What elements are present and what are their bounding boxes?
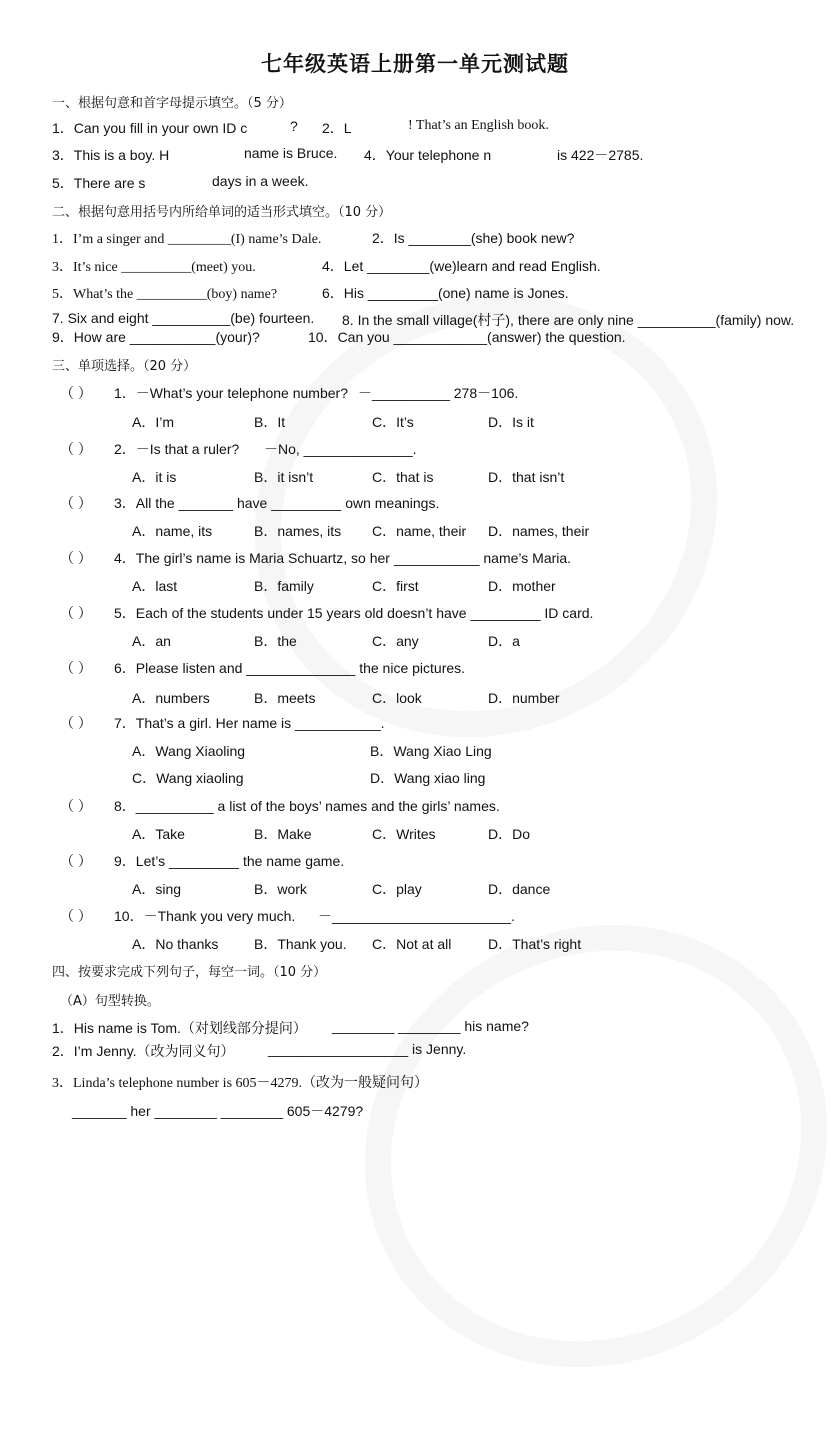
- option-b: B．Thank you.: [254, 936, 347, 952]
- s2-q10: 10．Can you ____________(answer) the question.: [308, 329, 626, 345]
- option-b: B．it isn’t: [254, 469, 314, 485]
- answer-paren: （ ）: [60, 798, 92, 814]
- option-b: B．Wang Xiao Ling: [370, 743, 492, 759]
- s2-q6: 6．His _________(one) name is Jones.: [322, 285, 569, 301]
- option-a: A．an: [132, 633, 171, 649]
- s2-q3: 3．It’s nice __________(meet) you.: [52, 260, 256, 275]
- option-d: D．a: [488, 633, 520, 649]
- answer-paren: （ ）: [60, 441, 92, 457]
- answer-paren: （ ）: [60, 495, 92, 511]
- option-c: C．Writes: [372, 826, 436, 842]
- s1-q5: 5．There are s: [52, 175, 146, 191]
- option-c: C．name, their: [372, 523, 467, 539]
- question-stem: 1．－What’s your telephone number?: [114, 385, 348, 401]
- option-d: D．number: [488, 690, 560, 706]
- question-stem: 9．Let’s _________ the name game.: [114, 853, 345, 869]
- answer-paren: （ ）: [60, 908, 92, 924]
- question-stem: 5．Each of the students under 15 years old doesn’t have _________ ID card.: [114, 605, 594, 621]
- answer-paren: （ ）: [60, 385, 92, 401]
- option-d: D．dance: [488, 881, 551, 897]
- option-c: C．any: [372, 633, 419, 649]
- option-b: B．family: [254, 578, 314, 594]
- s1-q3-end: name is Bruce.: [244, 145, 338, 161]
- section-2-heading: 二、根据句意用括号内所给单词的适当形式填空。（10 分）: [52, 205, 392, 220]
- option-b: B．the: [254, 633, 297, 649]
- s1-q1-end: ?: [290, 118, 298, 134]
- option-b: B．names, its: [254, 523, 342, 539]
- question-stem: 10．－Thank you very much.: [114, 908, 296, 924]
- option-a: A．last: [132, 578, 178, 594]
- s2-q1: 1．I’m a singer and _________(I) name’s Dale.: [52, 232, 322, 247]
- s2-q7: 7. Six and eight __________(be) fourteen.: [52, 310, 315, 326]
- answer-paren: （ ）: [60, 605, 92, 621]
- s4-q1: 1．His name is Tom.（对划线部分提问）: [52, 1020, 307, 1036]
- answer-paren: （ ）: [60, 715, 92, 731]
- section-4-heading: 四、按要求完成下列句子，每空一词。（10 分）: [52, 965, 327, 980]
- option-d: D．mother: [488, 578, 556, 594]
- s2-q9: 9．How are ___________(your)?: [52, 329, 260, 345]
- question-response: －__________ 278－106.: [358, 385, 519, 401]
- answer-paren: （ ）: [60, 660, 92, 676]
- option-a: A．sing: [132, 881, 182, 897]
- option-a: A．numbers: [132, 690, 210, 706]
- option-a: A．Take: [132, 826, 185, 842]
- option-c: C．It’s: [372, 414, 414, 430]
- option-d: D．That’s right: [488, 936, 582, 952]
- question-stem: 4．The girl’s name is Maria Schuartz, so her ___________ name’s Maria.: [114, 550, 572, 566]
- option-c: C．first: [372, 578, 419, 594]
- option-a: A．name, its: [132, 523, 213, 539]
- question-stem: 3．All the _______ have _________ own meanings.: [114, 495, 440, 511]
- option-b: B．It: [254, 414, 286, 430]
- s4-q2-answer: __________________ is Jenny.: [268, 1041, 467, 1057]
- question-response: －No, ______________.: [264, 441, 417, 457]
- option-b: B．Make: [254, 826, 312, 842]
- question-stem: 7．That’s a girl. Her name is ___________.: [114, 715, 385, 731]
- option-b: B．work: [254, 881, 307, 897]
- s1-q4: 4．Your telephone n: [364, 147, 492, 163]
- s1-q2-end: ! That’s an English book.: [408, 118, 549, 133]
- option-d: D．Wang xiao ling: [370, 770, 486, 786]
- option-d: D．that isn’t: [488, 469, 565, 485]
- s1-q1: 1．Can you fill in your own ID c: [52, 120, 248, 136]
- section-1-heading: 一、根据句意和首字母提示填空。（5 分）: [52, 96, 292, 111]
- option-c: C．that is: [372, 469, 434, 485]
- s2-q8: 8. In the small village(村子), there are only nine __________(family) now.: [342, 312, 795, 328]
- option-a: A．I’m: [132, 414, 174, 430]
- section-3-heading: 三、单项选择。（20 分）: [52, 359, 197, 374]
- s4-q3: 3．Linda’s telephone number is 605－4279.（改为一般疑问句）: [52, 1076, 429, 1091]
- option-a: A．it is: [132, 469, 177, 485]
- question-stem: 8．__________ a list of the boys’ names and the girls’ names.: [114, 798, 500, 814]
- s1-q4-end: is 422－2785.: [557, 147, 644, 163]
- page-title: 七年级英语上册第一单元测试题: [261, 51, 569, 76]
- option-c: C．play: [372, 881, 422, 897]
- s4-q3-answer: _______ her ________ ________ 605－4279?: [72, 1103, 364, 1119]
- option-a: A．Wang Xiaoling: [132, 743, 246, 759]
- option-b: B．meets: [254, 690, 316, 706]
- answer-paren: （ ）: [60, 550, 92, 566]
- s2-q4: 4．Let ________(we)learn and read English.: [322, 258, 601, 274]
- option-c: C．Wang xiaoling: [132, 770, 244, 786]
- option-c: C．look: [372, 690, 422, 706]
- option-a: A．No thanks: [132, 936, 219, 952]
- option-d: D．Do: [488, 826, 531, 842]
- option-c: C．Not at all: [372, 936, 452, 952]
- option-d: D．names, their: [488, 523, 590, 539]
- s4-q2: 2．I’m Jenny.（改为同义句）: [52, 1043, 235, 1059]
- s1-q5-end: days in a week.: [212, 173, 309, 189]
- s4-q1-answer: ________ ________ his name?: [332, 1018, 529, 1034]
- s1-q2: 2．L: [322, 120, 352, 136]
- s2-q5: 5．What’s the __________(boy) name?: [52, 287, 278, 302]
- answer-paren: （ ）: [60, 853, 92, 869]
- s1-q3: 3．This is a boy. H: [52, 147, 170, 163]
- question-stem: 2．－Is that a ruler?: [114, 441, 240, 457]
- question-stem: 6．Please listen and ______________ the nice pictures.: [114, 660, 466, 676]
- section-4-subheading: （A）句型转换。: [60, 994, 160, 1009]
- s2-q2: 2．Is ________(she) book new?: [372, 230, 575, 246]
- watermark-logo: [284, 841, 830, 1451]
- question-response: －_______________________.: [318, 908, 515, 924]
- option-d: D．Is it: [488, 414, 534, 430]
